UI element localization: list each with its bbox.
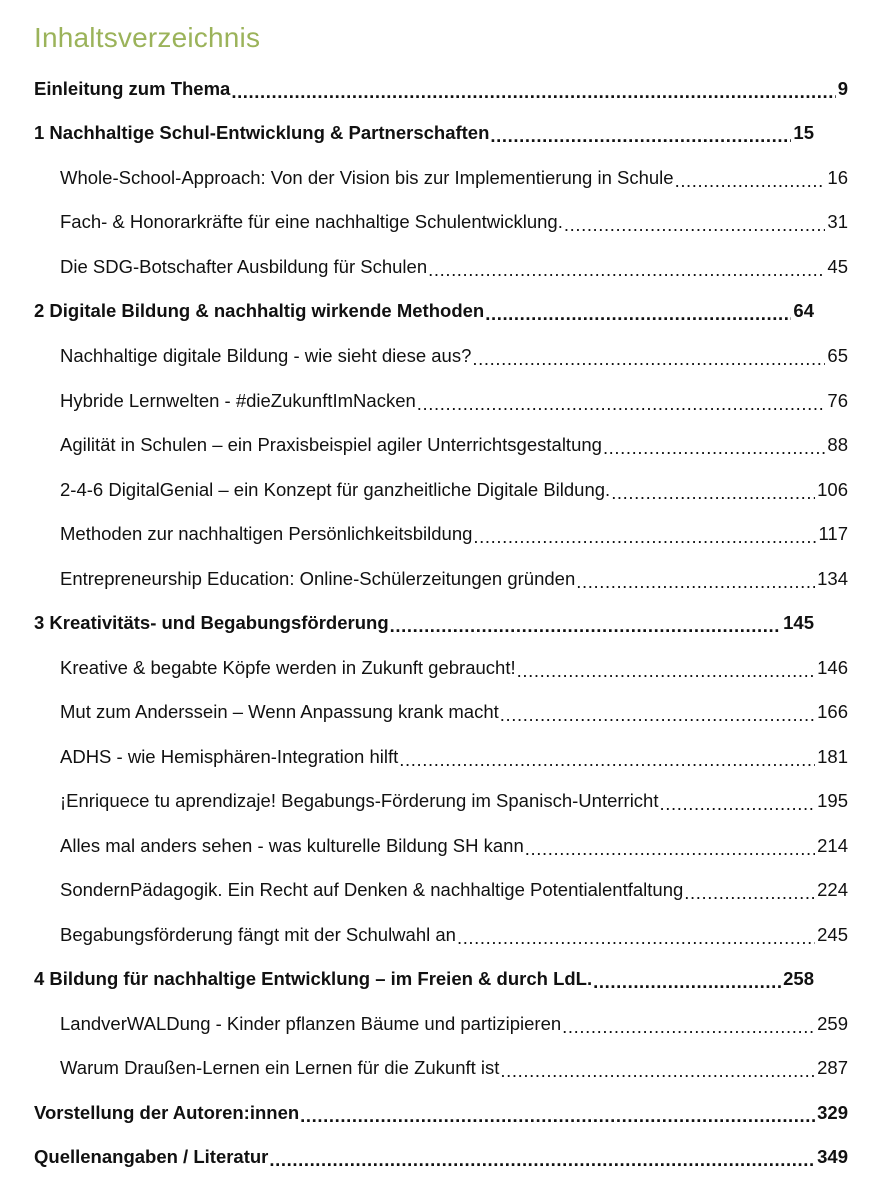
toc-entry-title: 1 Nachhaltige Schul-Entwicklung & Partnerschaften — [34, 122, 490, 143]
toc-entry-title: Kreative & begabte Köpfe werden in Zukunft gebraucht! — [60, 657, 516, 678]
toc-entry-title: Fach- & Honorarkräfte für eine nachhaltige Schulentwicklung. — [60, 211, 563, 232]
toc-page-number: 181 — [817, 746, 848, 767]
toc-entry-introduction[interactable] — [34, 78, 848, 108]
dot-leader — [675, 167, 826, 197]
dot-leader — [660, 790, 816, 820]
toc-entry-chapter-2[interactable] — [34, 300, 814, 330]
dot-leader — [231, 78, 835, 108]
toc-entry-whole-school-approach[interactable] — [60, 167, 848, 197]
toc-entry-draussen-lernen[interactable] — [60, 1057, 848, 1087]
toc-entry-title: Agilität in Schulen – ein Praxisbeispiel agiler Unterrichtsgestaltung — [60, 434, 602, 455]
toc-entry-title: Hybride Lernwelten - #dieZukunftImNacken — [60, 390, 416, 411]
toc-entry-title: Warum Draußen-Lernen ein Lernen für die Zukunft ist — [60, 1057, 500, 1078]
toc-entry-title: Whole-School-Approach: Von der Vision bis zur Implementierung in Schule — [60, 167, 674, 188]
toc-page-number: 65 — [827, 345, 848, 366]
toc-entry-fach-honorarkraefte[interactable] — [60, 211, 848, 241]
dot-leader — [457, 924, 815, 954]
toc-page-number: 106 — [817, 479, 848, 500]
dot-leader — [500, 701, 815, 731]
toc-page-number: 195 — [817, 790, 848, 811]
toc-entry-chapter-1[interactable] — [34, 122, 814, 152]
dot-leader — [564, 211, 826, 241]
toc-entry-title: ¡Enriquece tu aprendizaje! Begabungs-Förderung im Spanisch-Unterricht — [60, 790, 659, 811]
page-title: Inhaltsverzeichnis — [34, 22, 261, 53]
dot-leader — [593, 968, 781, 998]
dot-leader — [473, 523, 816, 553]
toc-entry-hybride-lernwelten[interactable] — [60, 390, 848, 420]
toc-entry-kulturelle-bildung[interactable] — [60, 835, 848, 865]
dot-leader — [428, 256, 825, 286]
toc-page-number: 245 — [817, 924, 848, 945]
dot-leader — [472, 345, 825, 375]
toc-entry-title: Die SDG-Botschafter Ausbildung für Schulen — [60, 256, 428, 277]
dot-leader — [390, 612, 782, 642]
dot-leader — [525, 835, 815, 865]
toc-page-number: 134 — [817, 568, 848, 589]
toc-page-number: 9 — [837, 78, 848, 99]
toc-page-number: 15 — [793, 122, 814, 143]
toc-page-number: 258 — [783, 968, 814, 989]
dot-leader — [611, 479, 815, 509]
toc-page-number: 349 — [817, 1146, 848, 1167]
toc-entry-digitale-bildung[interactable] — [60, 345, 848, 375]
toc-page-number: 145 — [783, 612, 814, 633]
toc-entry-title: LandverWALDung - Kinder pflanzen Bäume und partizipieren — [60, 1013, 562, 1034]
toc-entry-entrepreneurship[interactable] — [60, 568, 848, 598]
toc-page-number: 259 — [817, 1013, 848, 1034]
dot-leader — [517, 657, 816, 687]
toc-page-number: 224 — [817, 879, 848, 900]
dot-leader — [576, 568, 815, 598]
toc-entry-landverwaldung[interactable] — [60, 1013, 848, 1043]
toc-entry-title: 4 Bildung für nachhaltige Entwicklung – im Freien & durch LdL. — [34, 968, 593, 989]
dot-leader — [485, 300, 791, 330]
toc-entry-title: Mut zum Anderssein – Wenn Anpassung krank macht — [60, 701, 499, 722]
toc-entry-title: Methoden zur nachhaltigen Persönlichkeitsbildung — [60, 523, 473, 544]
toc-entry-title: SondernPädagogik. Ein Recht auf Denken & nachhaltige Potentialentfaltung — [60, 879, 684, 900]
toc-entry-autoren[interactable] — [34, 1102, 848, 1132]
toc-entry-mut-zum-anderssein[interactable] — [60, 701, 848, 731]
toc-entry-agilitaet[interactable] — [60, 434, 848, 464]
toc-entry-quellenangaben[interactable] — [34, 1146, 848, 1176]
toc-page-number: 287 — [817, 1057, 848, 1078]
toc-entry-title: 2-4-6 DigitalGenial – ein Konzept für ganzheitliche Digitale Bildung. — [60, 479, 611, 500]
dot-leader — [417, 390, 826, 420]
dot-leader — [269, 1146, 815, 1176]
toc-entry-title: Einleitung zum Thema — [34, 78, 231, 99]
toc-entry-title: Vorstellung der Autoren:innen — [34, 1102, 300, 1123]
toc-entry-adhs[interactable] — [60, 746, 848, 776]
toc-entry-chapter-4[interactable] — [34, 968, 814, 998]
dot-leader — [490, 122, 791, 152]
toc-entry-title: 3 Kreativitäts- und Begabungsförderung — [34, 612, 389, 633]
toc-entry-persoenlichkeitsbildung[interactable] — [60, 523, 848, 553]
dot-leader — [603, 434, 825, 464]
toc-entry-begabungsfoerderung-schulwahl[interactable] — [60, 924, 848, 954]
dot-leader — [399, 746, 815, 776]
toc-page-number: 166 — [817, 701, 848, 722]
toc-page-number: 31 — [827, 211, 848, 232]
toc-page-number: 329 — [817, 1102, 848, 1123]
dot-leader — [300, 1102, 815, 1132]
toc-entry-title: Begabungsförderung fängt mit der Schulwahl an — [60, 924, 456, 945]
dot-leader — [500, 1057, 815, 1087]
toc-entry-title: Entrepreneurship Education: Online-Schülerzeitungen gründen — [60, 568, 576, 589]
toc-entry-title: ADHS - wie Hemisphären-Integration hilft — [60, 746, 399, 767]
toc-page-number: 214 — [817, 835, 848, 856]
toc-entry-enriquece[interactable] — [60, 790, 848, 820]
toc-page-number: 76 — [827, 390, 848, 411]
toc-page-number: 88 — [827, 434, 848, 455]
toc-page-number: 16 — [827, 167, 848, 188]
toc-entry-chapter-3[interactable] — [34, 612, 814, 642]
toc-page-number: 64 — [793, 300, 814, 321]
toc-entry-sondernpaedagogik[interactable] — [60, 879, 848, 909]
dot-leader — [684, 879, 815, 909]
toc-page-number: 45 — [827, 256, 848, 277]
dot-leader — [562, 1013, 815, 1043]
toc-entry-title: Alles mal anders sehen - was kulturelle Bildung SH kann — [60, 835, 524, 856]
toc-entry-sdg-botschafter[interactable] — [60, 256, 848, 286]
toc-entry-title: 2 Digitale Bildung & nachhaltig wirkende Methoden — [34, 300, 485, 321]
toc-entry-digitalgenial[interactable] — [60, 479, 848, 509]
toc-page-number: 117 — [818, 523, 848, 544]
toc-page-number: 146 — [817, 657, 848, 678]
toc-entry-title: Nachhaltige digitale Bildung - wie sieht diese aus? — [60, 345, 472, 366]
toc-entry-title: Quellenangaben / Literatur — [34, 1146, 269, 1167]
toc-entry-kreative-koepfe[interactable] — [60, 657, 848, 687]
